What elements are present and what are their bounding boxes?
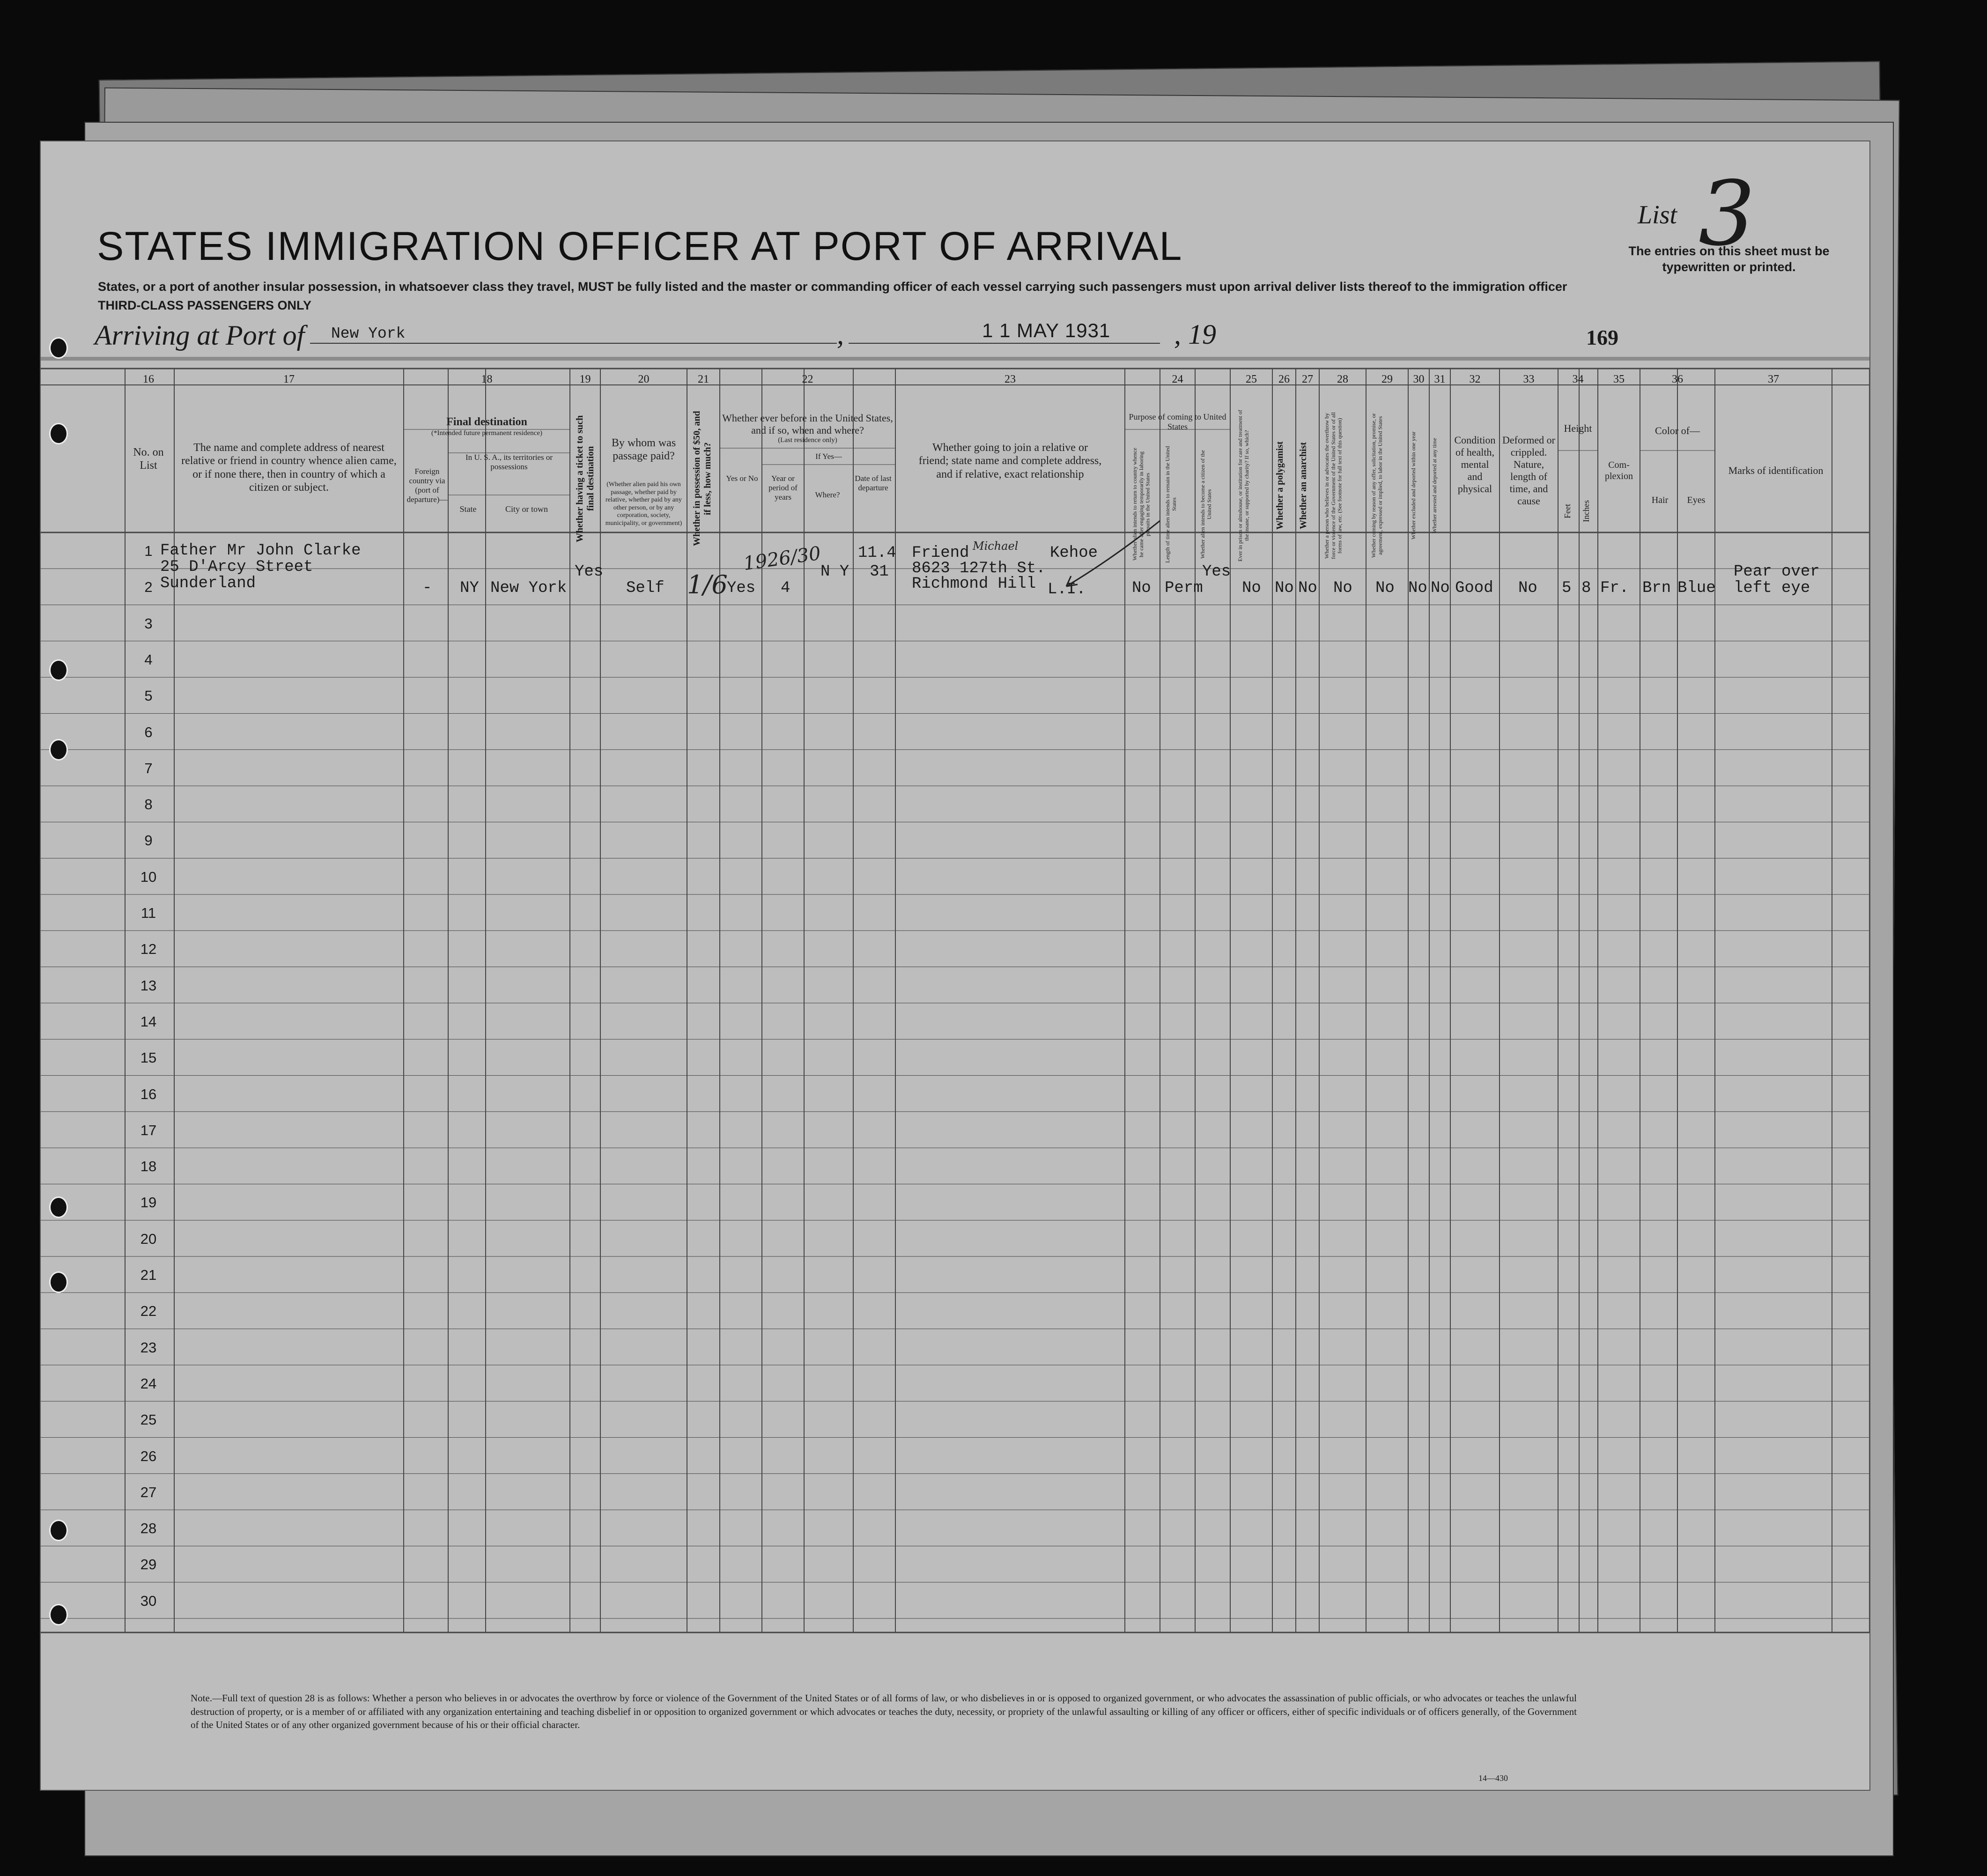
- row-number: 18: [140, 1158, 157, 1175]
- passage-paid-by: Self: [626, 579, 665, 597]
- binding-hole: [49, 423, 68, 444]
- row-number: 16: [140, 1086, 157, 1102]
- col-20-number: 20: [638, 373, 650, 385]
- col-32-header: Condition of health, mental and physical: [1454, 434, 1496, 495]
- health-value: Good: [1455, 579, 1493, 597]
- footnote-question-28: Note.—Full text of question 28 is as follows: Whether a person who believes in or advocates the overthrow by force or violence of the Government of the United States or of all forms of law, or who disbelieves in or is opposed to organized government, or who advocates the assassination of public officials, or who advocates or teaches the unlawful destruction of property, or is a member of or affiliated with any organization entertaining and teaching disbelief in or opposition to organized government or which advocates or teaches the duty, necessity, or propriety of the unlawful assaulting or killing of any officer or officers, either of specific individuals or of officers generally, of the Government of the United States or of any other organized government because of his or their official character.: [191, 1692, 1577, 1731]
- row-number: 25: [140, 1411, 157, 1428]
- typewritten-instruction: The entries on this sheet must be typewritten or printed.: [1628, 244, 1830, 274]
- binding-hole: [49, 1197, 68, 1218]
- col-18-city: City or town: [505, 504, 548, 514]
- hair-color: Brn: [1642, 579, 1671, 597]
- row-number: 6: [144, 724, 153, 740]
- arrival-date-stamp: 1 1 MAY 1931: [982, 319, 1111, 341]
- arrested-value: No: [1431, 579, 1450, 597]
- year-prefix: , 19: [1174, 319, 1216, 350]
- col-19-number: 19: [579, 373, 591, 385]
- height-feet: 5: [1562, 579, 1572, 597]
- row-number: 27: [140, 1484, 157, 1500]
- join-area: L.I.: [1048, 581, 1086, 598]
- form-subtitle: States, or a port of another insular possession, in whatsoever class they travel, MUST be fully listed and the master or commanding officer of each vessel carrying such passengers must upon arrival deliver lists thereof to the immigration officer: [98, 280, 1567, 294]
- complexion-value: Fr.: [1600, 579, 1629, 597]
- col-27-header: Whether an anarchist: [1298, 442, 1308, 529]
- col-24-length: Length of time alien intends to remain in the United States: [1164, 446, 1177, 563]
- col-26-header: Whether a polygamist: [1275, 441, 1285, 530]
- last-departure-date: 11.4: [858, 544, 896, 562]
- col-18-foreign-country: Foreign country via (port of departure)—: [406, 467, 448, 504]
- row-number: 10: [140, 868, 157, 885]
- col-32-number: 32: [1469, 373, 1481, 385]
- passenger-class-note: THIRD-CLASS PASSENGERS ONLY: [98, 298, 312, 312]
- col-20-header: By whom was passage paid?: [611, 437, 676, 463]
- height-inches: 8: [1581, 579, 1591, 597]
- row-number: 11: [140, 905, 156, 921]
- identification-marks-line-2: left eye: [1734, 579, 1810, 597]
- years-typed: 4: [781, 579, 790, 597]
- row-number: 23: [140, 1339, 157, 1356]
- col-18-usa: In U. S. A., its territories or possessions: [465, 453, 553, 472]
- col-30-header: Whether excluded and deported within one year: [1410, 431, 1417, 540]
- binding-hole: [49, 659, 68, 681]
- manifest-sheet: [40, 140, 1870, 1791]
- col-31-number: 31: [1434, 373, 1446, 385]
- prison-value: No: [1242, 579, 1261, 597]
- col-22-number: 22: [802, 373, 813, 385]
- col-22-header: Whether ever before in the United States, and if so, when and where?: [722, 412, 893, 436]
- list-number: 3: [1699, 162, 1755, 266]
- row-number: 9: [144, 832, 153, 849]
- row-number: 13: [140, 977, 157, 994]
- row-number: 7: [144, 760, 153, 776]
- been-before-value: Yes: [727, 579, 756, 597]
- col-25-number: 25: [1246, 373, 1257, 385]
- row-number: 29: [140, 1556, 157, 1573]
- arriving-port-label: Arriving at Port of: [95, 320, 305, 351]
- row-number: 30: [140, 1592, 157, 1609]
- col-22-yes-no: Yes or No: [726, 474, 758, 483]
- join-first-name-handwritten: Michael: [973, 539, 1019, 553]
- destination-state: NY: [460, 579, 479, 597]
- row-number: 2: [144, 579, 153, 596]
- ticket-value: Yes: [575, 563, 604, 581]
- foreign-country-via: -: [422, 579, 432, 597]
- col-21-number: 21: [698, 373, 709, 385]
- col-24-citizen: Whether alien intends to become a citizen of the United States: [1199, 450, 1212, 559]
- row-number: 20: [140, 1230, 157, 1247]
- handwritten-arrow: [1057, 516, 1169, 591]
- col-31-header: Whether arrested and deported at any time: [1431, 438, 1438, 533]
- col-36-number: 36: [1672, 373, 1683, 385]
- join-surname: Kehoe: [1050, 544, 1098, 562]
- col-24-header: Purpose of coming to United States: [1129, 412, 1226, 432]
- row-number: 3: [144, 615, 153, 632]
- form-title: STATES IMMIGRATION OFFICER AT PORT OF ARRIVAL: [97, 224, 1183, 269]
- form-number: 14—430: [1478, 1773, 1508, 1783]
- col-18-number: 18: [481, 373, 493, 385]
- binding-hole: [49, 1604, 68, 1625]
- relative-street: 25 D'Arcy Street: [160, 558, 313, 576]
- col-37-number: 37: [1768, 373, 1779, 385]
- col-27-number: 27: [1302, 373, 1313, 385]
- col-16-number: 16: [143, 373, 154, 385]
- col-35-number: 35: [1613, 373, 1625, 385]
- row-number: 22: [140, 1303, 157, 1320]
- join-town: Richmond Hill: [912, 575, 1036, 593]
- binding-hole: [49, 1520, 68, 1541]
- col-37-header: Marks of identification: [1728, 465, 1824, 476]
- col-36-hair: Hair: [1651, 495, 1669, 505]
- col-22-if-yes: If Yes—: [815, 452, 842, 461]
- binding-hole: [49, 739, 68, 761]
- row-number: 14: [140, 1013, 157, 1030]
- col-28-number: 28: [1337, 373, 1348, 385]
- col-20-subheader: (Whether alien paid his own passage, whether paid by relative, whether paid by any other person, or by any corporation, society, municipality, or government): [605, 481, 682, 527]
- col-29-number: 29: [1381, 373, 1393, 385]
- purpose-length: Perm: [1165, 579, 1203, 597]
- col-34-inches: Inches: [1581, 500, 1591, 523]
- overthrow-value: No: [1333, 579, 1352, 597]
- row-number: 1: [144, 543, 153, 559]
- col-33-number: 33: [1523, 373, 1535, 385]
- previous-residence: N Y: [820, 563, 849, 581]
- row-number: 8: [144, 796, 153, 813]
- manifest-grid: [41, 141, 1869, 1790]
- comma-separator: ,: [837, 319, 844, 350]
- col-22-years: Year or period of years: [768, 474, 798, 502]
- years-handwritten: 1926/30: [742, 542, 822, 575]
- col-21-header: Whether in possession of $50, and if less, how much?: [692, 411, 713, 547]
- sheet-number: 169: [1586, 325, 1618, 349]
- row-number: 26: [140, 1448, 157, 1464]
- deformed-value: No: [1518, 579, 1537, 597]
- col-24-number: 24: [1172, 373, 1183, 385]
- col-18-subheader: (*Intended future permanent residence): [431, 429, 542, 437]
- arrival-port: New York: [331, 325, 406, 342]
- col-17-header: The name and complete address of nearest relative or friend in country whence alien came, or if none there, then in country of which a citizen or subject.: [181, 442, 397, 494]
- last-departure-year: 31: [870, 563, 889, 581]
- row-number: 5: [144, 687, 153, 704]
- list-label: List: [1638, 200, 1677, 229]
- purpose-return: No: [1132, 579, 1151, 597]
- purpose-citizen: Yes: [1202, 563, 1231, 581]
- col-19-header: Whether having a ticket to such final destination: [575, 415, 596, 542]
- col-34-feet: Feet: [1563, 504, 1572, 519]
- polygamist-value: No: [1275, 579, 1294, 597]
- col-18-state: State: [459, 504, 477, 514]
- col-22-subheader: (Last residence only): [778, 436, 837, 444]
- anarchist-value: No: [1298, 579, 1317, 597]
- row-number: 19: [140, 1194, 157, 1211]
- destination-city: New York: [490, 579, 567, 597]
- col-16-header: No. on List: [133, 446, 164, 472]
- col-22-where: Where?: [815, 490, 840, 499]
- excluded-value: No: [1408, 579, 1427, 597]
- col-25-header: Ever in prison or almshouse, or institution for care and treatment of the insane, or supported by charity? If so, which?: [1237, 410, 1250, 561]
- col-35-header: Com-plexion: [1605, 460, 1633, 481]
- col-33-header: Deformed or crippled. Nature, length of time, and cause: [1502, 434, 1555, 507]
- col-23-header: Whether going to join a relative or friend; state name and complete address, and if relative, exact relationship: [918, 442, 1102, 480]
- col-29-header: Whether coming by reason of any offer, solicitation, promise, or agreement, expressed or implied, to labor in the United States: [1370, 413, 1383, 558]
- identification-marks-line-1: Pear over: [1734, 563, 1820, 581]
- binding-hole: [49, 337, 68, 359]
- col-36-eyes: Eyes: [1687, 495, 1706, 505]
- col-26-number: 26: [1278, 373, 1290, 385]
- col-34-header: Height: [1564, 422, 1592, 434]
- col-30-number: 30: [1413, 373, 1425, 385]
- relative-name: Father Mr John Clarke: [160, 542, 361, 560]
- row-number: 28: [140, 1520, 157, 1537]
- row-number: 12: [140, 941, 157, 958]
- relative-town: Sunderland: [160, 575, 256, 592]
- row-number: 4: [144, 651, 153, 668]
- col-28-header: Whether a person who believes in or advocates the overthrow by force or violence of the Government of the United States or of all forms of law, etc. (See footnote for full text of this question): [1323, 412, 1343, 559]
- row-number: 15: [140, 1049, 157, 1066]
- row-number: 24: [140, 1375, 157, 1392]
- col-18-header: Final destination: [446, 416, 527, 428]
- col-17-number: 17: [283, 373, 295, 385]
- join-street: 8623 127th St.: [912, 560, 1046, 577]
- join-relationship: Friend: [912, 544, 969, 562]
- labor-offer-value: No: [1375, 579, 1395, 597]
- row-number: 21: [140, 1267, 157, 1283]
- binding-hole: [49, 1271, 68, 1293]
- col-34-number: 34: [1572, 373, 1584, 385]
- col-23-number: 23: [1005, 373, 1016, 385]
- row-number: 17: [140, 1122, 157, 1138]
- col-24-return: Whether alien intends to return to country whence he came after engaging temporarily in laboring pursuits in the United States: [1131, 448, 1151, 561]
- col-36-header: Color of—: [1655, 425, 1700, 436]
- money-amount-handwritten: 1/6: [687, 570, 728, 599]
- eye-color: Blue: [1677, 579, 1716, 597]
- col-22-date: Date of last departure: [855, 474, 892, 493]
